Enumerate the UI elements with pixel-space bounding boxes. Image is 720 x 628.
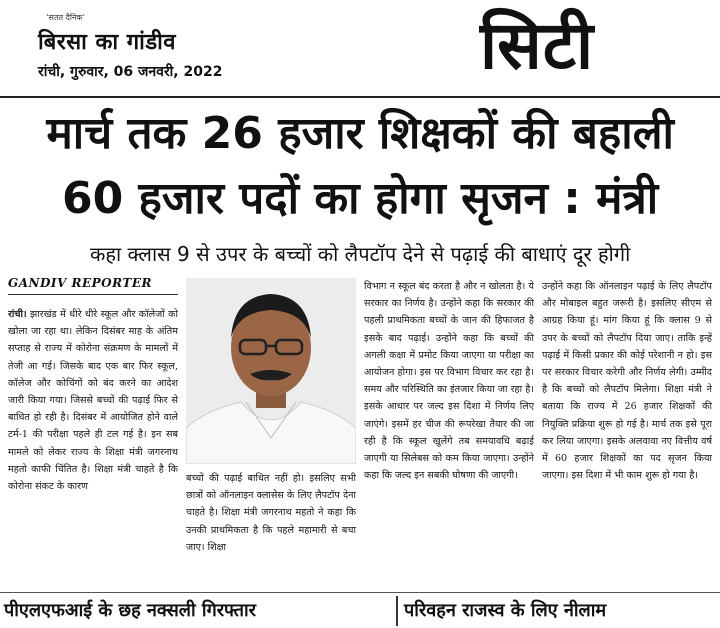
byline: GANDIV REPORTER	[8, 276, 178, 295]
teaser-divider	[396, 596, 398, 626]
top-rule	[0, 96, 720, 98]
paper-tagline: ‘सतत दैनिक’	[46, 13, 86, 22]
section-title: सिटी	[480, 7, 595, 84]
teaser-headline-left[interactable]: पीएलएफआई के छह नक्सली गिरफ्तार	[4, 600, 257, 621]
dateline: रांची, गुरुवार, 06 जनवरी, 2022	[38, 64, 223, 80]
article-dateline-lead: रांची।	[8, 309, 27, 320]
teaser-headline-right[interactable]: परिवहन राजस्व के लिए नीलाम	[404, 600, 607, 621]
article-column-4: उन्होंने कहा कि ऑनलाइन पढ़ाई के लिए लैपटॉप और मोबाइल बहुत जरूरी है। इसलिए सीएम से आग्रह किया हूं। मांग किया हूं कि क्लास 9 से उपर के बच्चों को लैपटॉप दिया जाए। ताकि इन्हें पढ़ाई में किसी प्रकार की कोई परेशानी न हो। इस पर सरकार विचार करेगी और निर्णय लेगी। उम्मीद है कि बच्चों को लैपटॉप मिलेगा। शिक्षा मंत्री ने बताया कि राज्य में 26 हजार शिक्षकों की नियुक्ति प्रक्रिया शुरू हो गई है। मार्च तक इसे पूरा कर लिया जाएगा। इसके अलवावा नए वित्तीय वर्ष में 60 हजार शिक्षकों का पद सृजन किया जाएगा। इस दिशा में भी काम शुरू हो गया है।	[542, 281, 712, 482]
bottom-rule	[0, 592, 720, 593]
headline-line-2: 60 हजार पदों का होगा सृजन : मंत्री	[62, 173, 659, 224]
article-column-2: बच्चों की पढ़ाई बाधित नहीं हो। इसलिए सभी छात्रों को ऑनलाइन क्लासेस के लिए लैपटॉप देना चाहते है। शिक्षा मंत्री जगरनाथ महतो ने कहा कि उनकी प्राथमिकता है कि पहले महामारी से बचा जाए। शिक्षा	[186, 473, 356, 553]
subheadline: कहा क्लास 9 से उपर के बच्चों को लैपटॉप देने से पढ़ाई की बाधाएं दूर होगी	[90, 242, 631, 266]
paper-name: बिरसा का गांडीव	[38, 30, 177, 55]
portrait-photo-icon	[186, 278, 356, 464]
portrait-photo	[186, 278, 356, 464]
article-column-1	[8, 306, 178, 590]
article-column-3: विभाग न स्कूल बंद करता है और न खोलता है। ये सरकार का निर्णय है। उन्होंने कहा कि सरकार की पहली प्राथमिकता बच्चों के जान की हिफाजत है इसके बाद पढ़ाई। उन्होंने कहा कि बच्चों की अगली कक्षा में प्रमोट किया जाएगा या परीक्षा का आयोजन होगा। इस पर विभाग विचार कर रहा है। समय और परिस्थिति का इंतजार किया जा रहा है। इसके आधार पर जल्द इस दिशा में निर्णय लिए जाएंगे। इसमें हर चीज की रूपरेखा तैयार की जा रही है कि स्कूल खुलेंगे तब समयावधि बढ़ाई जाएगी या सिलेबस को कम किया जाएगा। उन्होंने कहा कि जल्द इन सबकी घोषणा की जाएगी।	[364, 281, 534, 482]
article-column-1-text: झारखंड में धीरे धीरे स्कूल और कॉलेजों को खोला जा रहा था। लेकिन दिसंबर माह के अंतिम सप्ताह से राज्य में कोरोना संक्रमण के मामलों में तेजी आ गई। जिसके बाद एक बार फिर स्कूल, कॉलेज और कोचिंगों को बंद करने का आदेश जारी किया गया। जिससे बच्चों की पढ़ाई फिर से बाधित हो रही है। दिसंबर में आयोजित होने वाले टर्म-1 की परीक्षा पहले ही टल गई है। इन सब मामले को लेकर राज्य के शिक्षा मंत्री जगरनाथ महतो काफी चिंतित है। शिक्षा मंत्री चाहते है कि कोरोना संकट के कारण	[8, 309, 178, 493]
masthead	[0, 0, 720, 92]
headline-line-1: मार्च तक 26 हजार शिक्षकों की बहाली	[46, 108, 674, 159]
